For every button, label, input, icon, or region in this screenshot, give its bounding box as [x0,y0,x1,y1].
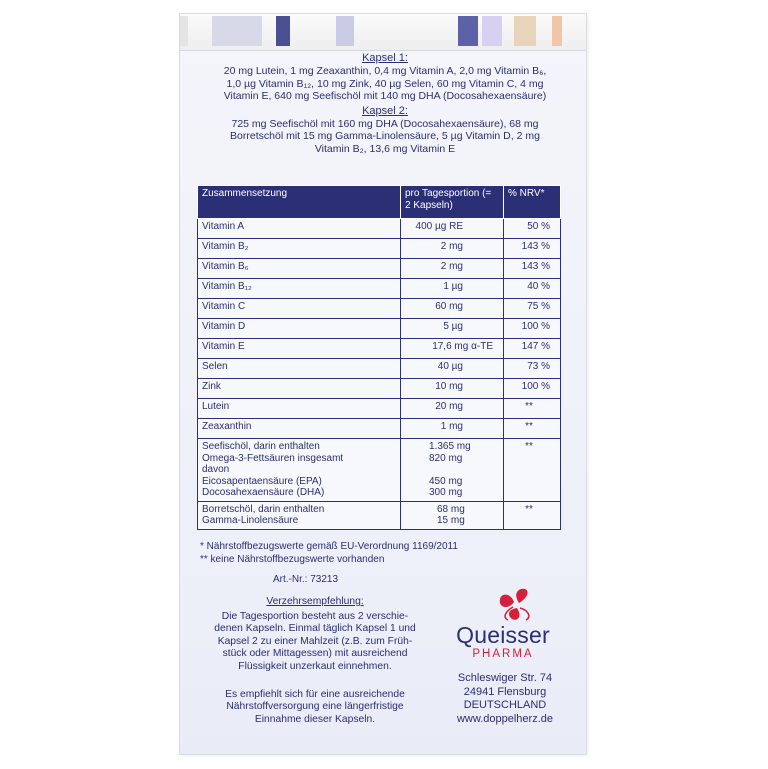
kapsel1-line: 20 mg Lutein, 1 mg Zeaxanthin, 0,4 mg Vitamin A, 2,0 mg Vitamin B₆, [223,65,547,77]
table-row: Vitamin A 400 µg RE 50 % [198,219,561,239]
usage-paragraph-2: Es empfiehlt sich für eine ausreichende Nährstoffversorgung eine längerfristige Einnahme dieser Kapseln. [225,689,405,725]
brand-name: Queisser [456,622,550,648]
table-row: Lutein 20 mg ** [198,399,561,419]
kapsel2-line: Vitamin B₂, 13,6 mg Vitamin E [314,142,456,155]
kapsel2-heading: Kapsel 2: [362,104,408,117]
table-row: Vitamin B₆ 2 mg 143 % [198,259,561,279]
package-top-flap [180,14,586,51]
table-row: Vitamin E 17,6 mg α-TE 147 % [198,339,561,359]
table-row: Vitamin D 5 µg 100 % [198,319,561,339]
table-row: Vitamin C 60 mg 75 % [198,299,561,319]
header-per-portion: pro Tagesportion (= 2 Kapseln) [401,186,504,219]
table-row: Vitamin B₁₂ 1 µg 40 % [198,279,561,299]
usage-heading: Verzehrsempfehlung: [266,596,364,607]
article-number: Art.-Nr.: 73213 [273,574,339,585]
table-row: Selen 40 µg 73 % [198,359,561,379]
table-row: Vitamin B₂ 2 mg 143 % [198,239,561,259]
header-nrv: % NRV* [504,186,561,219]
manufacturer-address: Schleswiger Str. 74 24941 Flensburg DEUTSCHLAND www.doppelherz.de [430,672,580,726]
kapsel1-heading: Kapsel 1: [362,52,408,64]
footnote-no-nrv: ** keine Nährstoffbezugswerte vorhanden [200,554,385,565]
website-link: www.doppelherz.de [456,712,553,725]
brand-block [428,622,578,660]
kapsel2-line: Borretschöl mit 15 mg Gamma-Linolensäure, 5 µg Vitamin D, 2 mg [230,130,540,143]
footnote-nrv: * Nährstoffbezugswerte gemäß EU-Verordnung 1169/2011 [200,541,458,552]
kapsel2-line: 725 mg Seefischöl mit 160 mg DHA (Docosahexaensäure), 68 mg [231,117,539,130]
table-row-borage-oil: Borretschöl, darin enthalten Gamma-Linolensäure 68 mg 15 mg ** [198,501,561,529]
kapsel1-line: Vitamin E, 640 mg Seefischöl mit 140 mg DHA (Docosahexaensäure) [223,90,547,103]
brand-sub: PHARMA [472,648,534,660]
table-row-fish-oil: Seefischöl, darin enthalten Omega-3-Fettsäuren insgesamt davon Eicosapentaensäure (EPA) Docosahexaensäure (DHA) 1.365 mg 820 mg 450 mg 300 mg ** [198,439,561,502]
nutrition-table [197,185,561,530]
table-row: Zink 10 mg 100 % [198,379,561,399]
capsule-ingredients [190,52,580,156]
table-row: Zeaxanthin 1 mg ** [198,419,561,439]
usage-paragraph-1: Die Tagesportion besteht aus 2 verschie- denen Kapseln. Einmal täglich Kapsel 1 und Kapsel 2 zu einer Mahlzeit (z.B. zum Früh- stück oder Mittagessen) mit ausreichend Flüssigkeit unzerkaut einnehmen. [214,611,416,672]
kapsel1-line: 1,0 µg Vitamin B₁₂, 10 mg Zink, 40 µg Selen, 60 mg Vitamin C, 4 mg [226,77,544,90]
header-composition: Zusammensetzung [198,186,401,219]
